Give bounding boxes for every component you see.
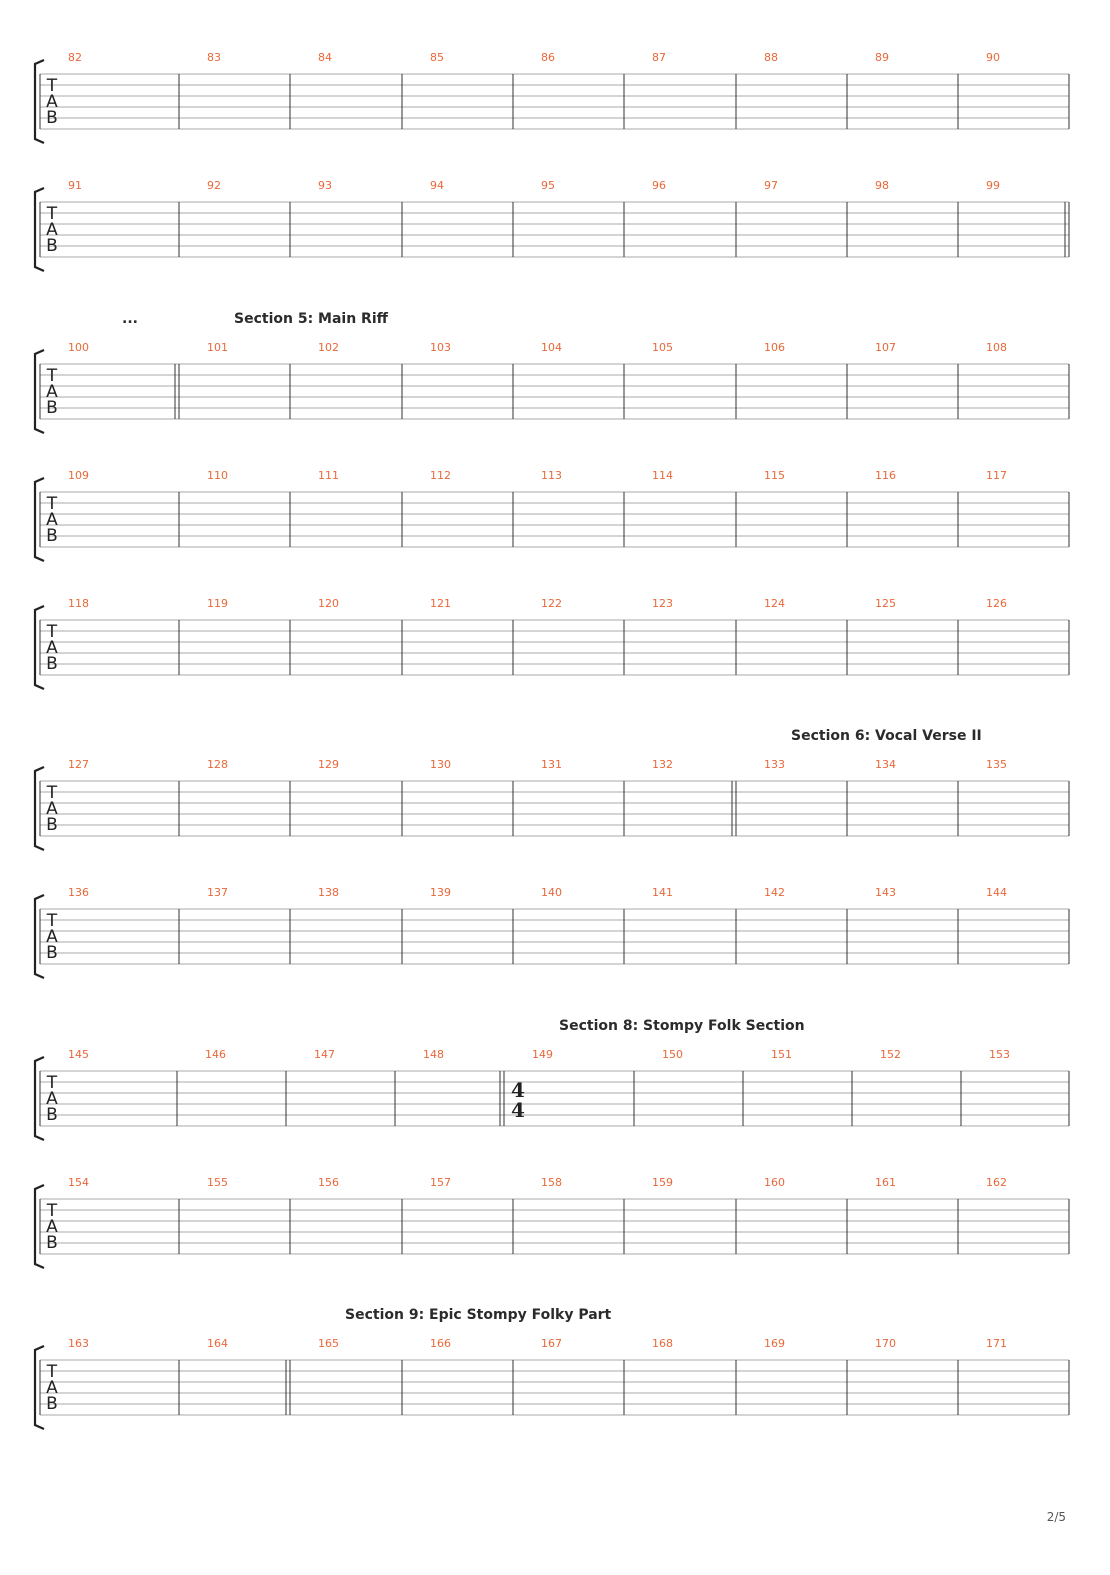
measure-number: 149: [532, 1048, 553, 1061]
measure-number: 145: [68, 1048, 89, 1061]
measure-number: 157: [430, 1176, 451, 1189]
measure-number: 88: [764, 51, 778, 64]
measure-number: 117: [986, 469, 1007, 482]
tab-clef-a: A: [46, 799, 58, 819]
measure-number: 116: [875, 469, 896, 482]
measure-number: 105: [652, 341, 673, 354]
measure-number: 125: [875, 597, 896, 610]
measure-number: 111: [318, 469, 339, 482]
tab-clef-a: A: [46, 638, 58, 658]
measure-number: 124: [764, 597, 785, 610]
tab-clef-a: A: [46, 927, 58, 947]
measure-number: 103: [430, 341, 451, 354]
measure-number: 139: [430, 886, 451, 899]
measure-number: 83: [207, 51, 221, 64]
measure-number: 82: [68, 51, 82, 64]
tab-clef-t: T: [46, 76, 58, 96]
measure-number: 158: [541, 1176, 562, 1189]
measure-number: 156: [318, 1176, 339, 1189]
measure-number: 128: [207, 758, 228, 771]
tab-clef-t: T: [46, 1073, 58, 1093]
measure-number: 160: [764, 1176, 785, 1189]
measure-number: 146: [205, 1048, 226, 1061]
measure-number: 133: [764, 758, 785, 771]
measure-number: 138: [318, 886, 339, 899]
section-marker: ...: [122, 311, 138, 327]
measure-number: 147: [314, 1048, 335, 1061]
measure-number: 95: [541, 179, 555, 192]
measure-number: 96: [652, 179, 666, 192]
measure-number: 153: [989, 1048, 1010, 1061]
measure-number: 112: [430, 469, 451, 482]
measure-number: 90: [986, 51, 1000, 64]
measure-number: 100: [68, 341, 89, 354]
measure-number: 151: [771, 1048, 792, 1061]
tab-clef-t: T: [46, 1362, 58, 1382]
measure-number: 89: [875, 51, 889, 64]
tab-clef-b: B: [46, 526, 58, 546]
measure-number: 99: [986, 179, 1000, 192]
measure-number: 169: [764, 1337, 785, 1350]
measure-number: 94: [430, 179, 444, 192]
measure-number: 127: [68, 758, 89, 771]
tab-clef-b: B: [46, 943, 58, 963]
measure-number: 171: [986, 1337, 1007, 1350]
measure-number: 93: [318, 179, 332, 192]
measure-number: 152: [880, 1048, 901, 1061]
measure-number: 161: [875, 1176, 896, 1189]
tab-clef-t: T: [46, 911, 58, 931]
measure-number: 113: [541, 469, 562, 482]
measure-number: 92: [207, 179, 221, 192]
measure-number: 159: [652, 1176, 673, 1189]
tab-clef-a: A: [46, 92, 58, 112]
measure-number: 170: [875, 1337, 896, 1350]
measure-number: 115: [764, 469, 785, 482]
measure-number: 162: [986, 1176, 1007, 1189]
section-marker: Section 9: Epic Stompy Folky Part: [345, 1307, 612, 1323]
measure-number: 140: [541, 886, 562, 899]
tab-clef-a: A: [46, 510, 58, 530]
measure-number: 108: [986, 341, 1007, 354]
tab-clef-b: B: [46, 398, 58, 418]
measure-number: 85: [430, 51, 444, 64]
tab-clef-t: T: [46, 494, 58, 514]
measure-number: 97: [764, 179, 778, 192]
measure-number: 168: [652, 1337, 673, 1350]
tab-clef-a: A: [46, 1378, 58, 1398]
section-marker: Section 5: Main Riff: [234, 311, 388, 327]
measure-number: 102: [318, 341, 339, 354]
measure-number: 126: [986, 597, 1007, 610]
measure-number: 104: [541, 341, 562, 354]
measure-number: 142: [764, 886, 785, 899]
measure-number: 130: [430, 758, 451, 771]
tab-clef-t: T: [46, 622, 58, 642]
measure-number: 148: [423, 1048, 444, 1061]
measure-number: 167: [541, 1337, 562, 1350]
measure-number: 144: [986, 886, 1007, 899]
tab-clef-b: B: [46, 1105, 58, 1125]
measure-number: 129: [318, 758, 339, 771]
measure-number: 87: [652, 51, 666, 64]
measure-number: 107: [875, 341, 896, 354]
tab-clef-a: A: [46, 382, 58, 402]
measure-number: 154: [68, 1176, 89, 1189]
tab-clef-b: B: [46, 108, 58, 128]
measure-number: 106: [764, 341, 785, 354]
tab-clef-t: T: [46, 1201, 58, 1221]
measure-number: 134: [875, 758, 896, 771]
tab-clef-t: T: [46, 204, 58, 224]
measure-number: 155: [207, 1176, 228, 1189]
tab-clef-a: A: [46, 1217, 58, 1237]
tab-clef-b: B: [46, 1233, 58, 1253]
measure-number: 136: [68, 886, 89, 899]
measure-number: 91: [68, 179, 82, 192]
tab-clef-a: A: [46, 1089, 58, 1109]
measure-number: 86: [541, 51, 555, 64]
measure-number: 135: [986, 758, 1007, 771]
measure-number: 165: [318, 1337, 339, 1350]
section-marker: Section 6: Vocal Verse II: [791, 728, 982, 744]
measure-number: 110: [207, 469, 228, 482]
measure-number: 114: [652, 469, 673, 482]
measure-number: 119: [207, 597, 228, 610]
time-signature-denominator: 4: [511, 1098, 525, 1122]
measure-number: 164: [207, 1337, 228, 1350]
measure-number: 137: [207, 886, 228, 899]
measure-number: 84: [318, 51, 332, 64]
tab-clef-b: B: [46, 654, 58, 674]
tab-clef-b: B: [46, 815, 58, 835]
measure-number: 166: [430, 1337, 451, 1350]
measure-number: 132: [652, 758, 673, 771]
measure-number: 101: [207, 341, 228, 354]
time-signature-numerator: 4: [511, 1078, 525, 1102]
measure-number: 150: [662, 1048, 683, 1061]
measure-number: 121: [430, 597, 451, 610]
page-number: 2/5: [1046, 1510, 1066, 1524]
measure-number: 141: [652, 886, 673, 899]
measure-number: 131: [541, 758, 562, 771]
measure-number: 98: [875, 179, 889, 192]
tab-clef-a: A: [46, 220, 58, 240]
measure-number: 122: [541, 597, 562, 610]
measure-number: 123: [652, 597, 673, 610]
measure-number: 163: [68, 1337, 89, 1350]
measure-number: 120: [318, 597, 339, 610]
measure-number: 109: [68, 469, 89, 482]
measure-number: 143: [875, 886, 896, 899]
section-marker: Section 8: Stompy Folk Section: [559, 1018, 805, 1034]
tab-clef-b: B: [46, 236, 58, 256]
measure-number: 118: [68, 597, 89, 610]
tab-clef-t: T: [46, 783, 58, 803]
tab-clef-b: B: [46, 1394, 58, 1414]
tab-clef-t: T: [46, 366, 58, 386]
